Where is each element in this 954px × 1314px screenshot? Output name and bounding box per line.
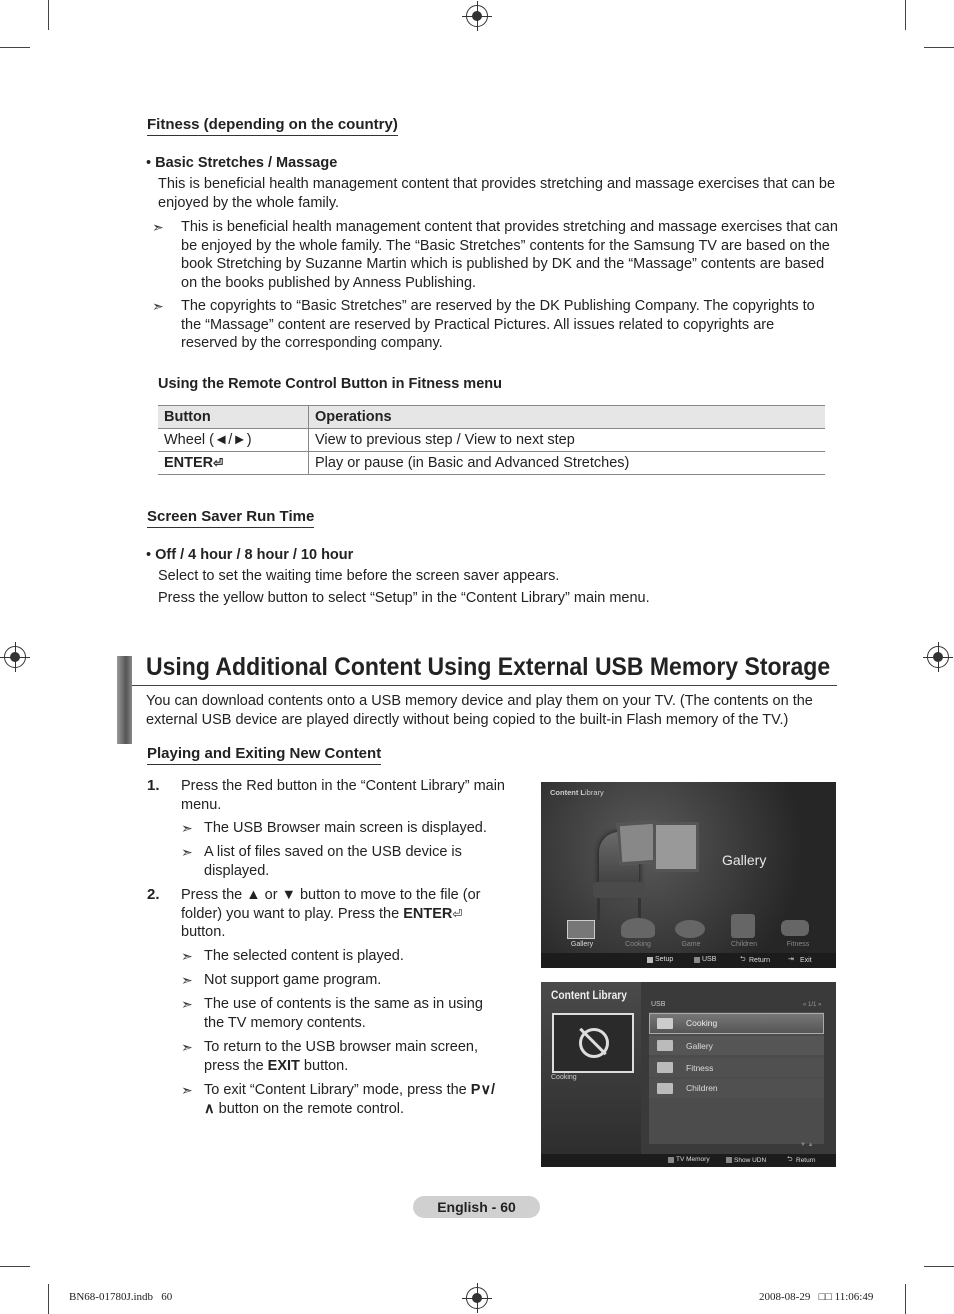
footer-return[interactable]: Return [796,1157,816,1164]
screensaver-bullet: • Off / 4 hour / 8 hour / 10 hour [146,547,354,563]
screensaver-line-1: Select to set the waiting time before the screen saver appears. [158,568,560,584]
print-date: 2008-08-29 □□ 11:06:49 [759,1291,874,1303]
section-marker-bar [117,656,132,744]
content-library-title: Content Library [550,788,604,797]
step-2-note: ➣ The selected content is played. [181,948,404,964]
usb-browser-screenshot [541,982,836,1167]
exit-note: ➣ To return to the USB browser main screen, press the EXIT button. [181,1039,479,1074]
screensaver-heading: Screen Saver Run Time [147,508,314,528]
footer-return[interactable]: Return [749,957,771,964]
step-2-note: ➣ Not support game program. [181,972,382,988]
list-item-label: Children [686,1083,718,1093]
registration-mark-top-icon [466,5,488,27]
content-library-exit-note: ➣ To exit “Content Library” mode, press the P∨/∧ button on the remote control. [181,1082,496,1117]
note-arrow-icon: ➣ [181,844,193,860]
note-arrow-icon: ➣ [181,972,193,988]
enter-icon: ⏎ [213,456,224,470]
footer-usb[interactable]: USB [702,956,717,963]
red-button-icon [668,1157,674,1163]
fitness-body: This is beneficial health management content that provides stretching and massage exercises that can be enjoyed by the whole family. [158,176,836,211]
note-arrow-icon: ➣ [152,219,164,235]
table-header-operations: Operations [309,406,826,429]
return-icon: ⮌ [740,956,746,963]
fitness-heading: Fitness (depending on the country) [147,116,398,136]
green-button-icon [726,1157,732,1163]
note-arrow-icon: ➣ [152,298,164,314]
folder-icon [657,1083,673,1094]
content-library-screenshot [541,782,836,968]
step-2-note: ➣ The use of contents is the same as in using the TV memory contents. [181,996,483,1031]
gallery-category-icon[interactable] [567,920,595,939]
footer-tv-memory[interactable]: TV Memory [676,1156,710,1163]
list-item[interactable] [649,1079,824,1098]
note-arrow-icon: ➣ [181,820,193,836]
channel-down-up-icon: ∨/∧ [204,1082,496,1117]
usb-label: USB [651,1001,666,1008]
fitness-button-table [158,405,825,475]
fitness-table-title: Using the Remote Control Button in Fitness menu [158,376,502,392]
return-icon: ⮌ [787,1156,793,1163]
list-item[interactable] [649,1058,824,1077]
gallery-label: Gallery [722,852,767,868]
table-cell-button: Wheel (◄/►) [158,429,309,452]
scroll-arrows-icon: ▼ ▲ [800,1142,814,1148]
category-label: Fitness [786,941,810,948]
step-1-text: Press the Red button in the “Content Library” main menu. [181,778,505,813]
screensaver-bullet-title: Off / 4 hour / 8 hour / 10 hour [155,547,354,563]
picture-frame-icon [653,822,699,872]
list-item-label: Gallery [686,1041,713,1051]
table-cell-operation: Play or pause (in Basic and Advanced Stretches) [309,452,826,475]
enter-icon: ⏎ [452,906,463,921]
page-number-label: English - 60 [413,1196,540,1218]
children-category-icon[interactable] [731,914,755,938]
registration-mark-bottom-icon [466,1287,488,1309]
footer-exit[interactable]: Exit [800,957,812,964]
category-label: Gallery [570,941,594,948]
category-label: Children [730,941,758,948]
table-cell-button: ENTER⏎ [158,452,309,475]
list-item[interactable] [649,1036,824,1055]
registration-mark-right-icon [927,646,949,668]
folder-icon [657,1062,673,1073]
blue-button-icon [694,957,700,963]
note-arrow-icon: ➣ [181,996,193,1012]
usb-intro: You can download contents onto a USB memory device and play them on your TV. (The contents on the external USB device are played directly without being copied to the built-in Flash memory of the TV.) [146,693,813,728]
category-label: Game [681,941,701,948]
thumbnail-label: Cooking [551,1074,577,1081]
category-label: Cooking [625,941,651,948]
file-name: BN68-01780J.indb 60 [69,1291,173,1303]
note-arrow-icon: ➣ [181,1039,193,1055]
yellow-button-icon [647,957,653,963]
exit-icon: ⇥ [788,956,794,963]
playing-heading: Playing and Exiting New Content [147,745,381,765]
list-item-label: Cooking [686,1018,718,1028]
step-1-note: ➣ A list of files saved on the USB device is displayed. [181,844,462,879]
game-category-icon[interactable] [675,920,705,938]
usb-browser-title: Content Library [551,988,627,1002]
screensaver-line-2: Press the yellow button to select “Setup” in the “Content Library” main menu. [158,590,650,606]
table-header-button: Button [158,406,309,429]
folder-icon [657,1018,673,1029]
fitness-bullet-title: Basic Stretches / Massage [155,155,338,171]
usb-section-title: Using Additional Content Using External USB Memory Storage [146,653,831,681]
fitness-category-icon[interactable] [781,920,809,936]
table-cell-operation: View to previous step / View to next step [309,429,826,452]
page-indicator: « 1/1 » [803,1002,822,1008]
step-2-number: 2. [147,886,160,903]
step-2-text: Press the ▲ or ▼ button to move to the file (or folder) you want to play. Press the ENTER⏎ button. [181,887,481,940]
fitness-note-1: ➣ This is beneficial health management content that provides stretching and massage exercises that can be enjoyed by the whole family. The “Basic Stretches” contents for the Samsung TV are based on the book Stretching by Suzanne Martin which is published by DK and the “Massage” contents are based on the books published by Anness Publishing. [152,219,838,291]
step-1-note: ➣ The USB Browser main screen is displayed. [181,820,487,836]
cooking-category-icon[interactable] [621,918,655,938]
fitness-bullet: • Basic Stretches / Massage [146,155,338,171]
thumbnail [552,1013,634,1073]
list-item-label: Fitness [686,1063,714,1073]
note-arrow-icon: ➣ [181,1082,193,1098]
registration-mark-left-icon [4,646,26,668]
note-arrow-icon: ➣ [181,948,193,964]
step-1-number: 1. [147,777,160,794]
folder-icon [657,1040,673,1051]
footer-setup[interactable]: Setup [655,956,674,963]
fitness-note-2: ➣ The copyrights to “Basic Stretches” are reserved by the DK Publishing Company. The copyrights to the “Massage” content are reserved by Practical Pictures. All issues related to copyrights are reserved by the corresponding company. [152,298,815,351]
footer-show-udn[interactable]: Show UDN [734,1157,767,1164]
list-item-selected[interactable] [649,1013,824,1034]
